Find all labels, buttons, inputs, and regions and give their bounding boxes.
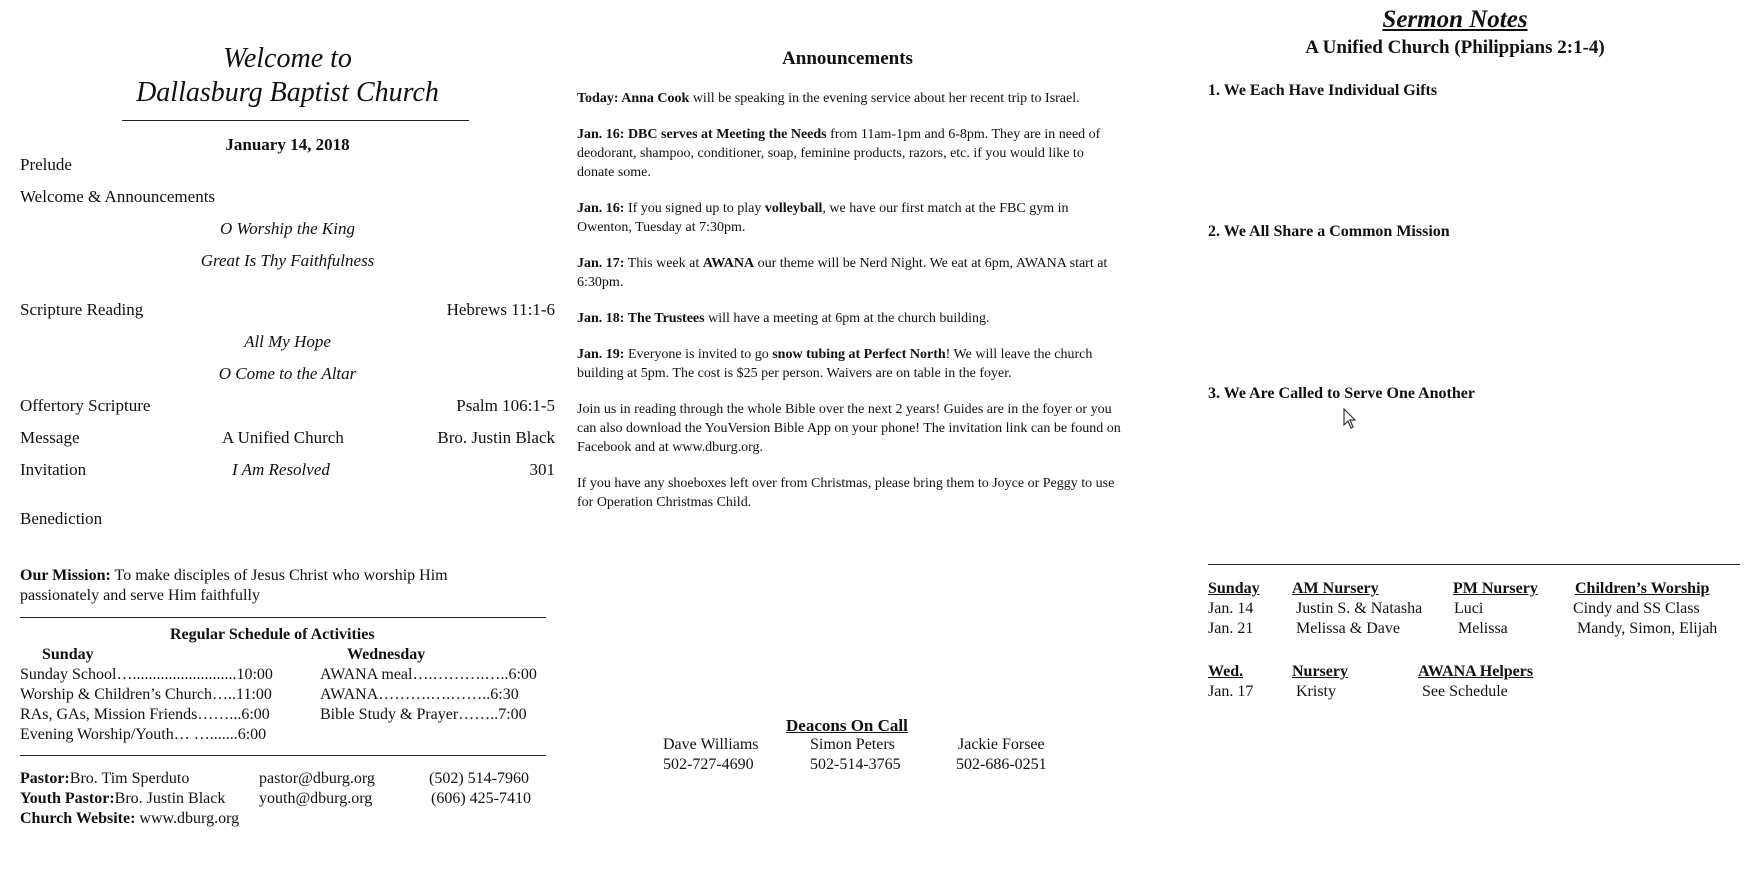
order-message: Message A Unified Church Bro. Justin Black [20,428,555,447]
deacon-name: Dave Williams [663,736,759,753]
nursery-header-sunday: Sunday [1208,580,1260,597]
announcement-item: Join us in reading through the whole Bible over the next 2 years! Guides are in the foyer or you can also download the YouVersion Bible App on your phone! The invitation link can be found on Facebook and at www.dburg.org. [577,402,1121,455]
schedule-wednesday-header: Wednesday [347,646,426,663]
schedule-sunday-item: Sunday School…..........................10:00 [20,666,273,683]
deacon-phone: 502-727-4690 [663,756,754,773]
nursery-wed-date: Jan. 17 [1208,683,1254,700]
nursery-header-am: AM Nursery [1292,580,1379,597]
order-benediction: Benediction [20,509,103,528]
church-website: Church Website: www.dburg.org [20,810,240,827]
pastor-phone: (502) 514-7960 [429,770,529,787]
nursery-am: Melissa & Dave [1296,620,1400,637]
schedule-sunday-item: Worship & Children’s Church…..11:00 [20,686,272,703]
order-prelude: Prelude [20,155,72,174]
youth-pastor-contact: Youth Pastor:Bro. Justin Black [20,790,226,807]
song-2: Great Is Thy Faithfulness [200,251,375,270]
nursery-pm: Melissa [1458,620,1508,637]
deacon-name: Simon Peters [810,736,895,753]
schedule-wednesday-item: Bible Study & Prayer……..7:00 [320,706,527,723]
mission-statement: Our Mission: To make disciples of Jesus Christ who worship Him passionately and serve Him faithfully [20,567,448,604]
schedule-top-divider [20,617,546,618]
sermon-point: 1. We Each Have Individual Gifts [1208,82,1438,99]
pastor-contact: Pastor:Bro. Tim Sperduto [20,770,190,787]
welcome-divider [122,120,469,121]
nursery-children: Cindy and SS Class [1573,600,1700,617]
announcement-item: Jan. 16: DBC serves at Meeting the Needs from 11am-1pm and 6-8pm. They are in need of deodorant, shampoo, conditioner, soap, feminine products, razors, etc. if you would like to donate some. [577,127,1101,180]
nursery-divider [1208,564,1740,565]
schedule-title: Regular Schedule of Activities [170,626,375,643]
youth-email: youth@dburg.org [259,790,373,807]
schedule-sunday-item: RAs, GAs, Mission Friends……...6:00 [20,706,270,723]
song-1: O Worship the King [220,219,355,238]
order-welcome: Welcome & Announcements [20,187,216,206]
schedule-wednesday-item: AWANA meal….……….…..6:00 [320,666,537,683]
deacon-phone: 502-514-3765 [810,756,901,773]
sermon-notes-title: Sermon Notes [1382,6,1528,33]
deacons-title: Deacons On Call [786,716,908,735]
schedule-wednesday-item: AWANA……….….……..6:30 [320,686,519,703]
announcements-title: Announcements [782,48,913,69]
nursery-wed-nursery: Kristy [1296,683,1336,700]
order-invitation: Invitation I Am Resolved 301 [20,460,555,479]
nursery-date: Jan. 14 [1208,600,1254,617]
announcement-item: Jan. 18: The Trustees will have a meeting at 6pm at the church building. [577,311,990,326]
sermon-point: 3. We Are Called to Serve One Another [1208,385,1475,402]
deacon-name: Jackie Forsee [958,736,1045,753]
welcome-title [20,42,555,110]
nursery-header-wed-nursery: Nursery [1292,663,1348,680]
nursery-date: Jan. 21 [1208,620,1254,637]
welcome-line2: Dallasburg Baptist Church [136,77,439,108]
nursery-children: Mandy, Simon, Elijah [1577,620,1718,637]
announcements-list [577,89,1122,529]
deacon-phone: 502-686-0251 [956,756,1047,773]
schedule-bottom-divider [20,755,546,756]
nursery-pm: Luci [1454,600,1484,617]
order-offertory: Offertory Scripture Psalm 106:1-5 [20,396,555,415]
nursery-header-wed: Wed. [1208,663,1244,680]
nursery-header-children: Children’s Worship [1575,580,1710,597]
sermon-subtitle: A Unified Church (Philippians 2:1-4) [1305,37,1605,58]
order-scripture-reading: Scripture Reading Hebrews 11:1-6 [20,300,555,319]
nursery-header-pm: PM Nursery [1453,580,1538,597]
schedule-sunday-item: Evening Worship/Youth… ….......6:00 [20,726,267,743]
song-3: All My Hope [244,332,331,351]
mouse-pointer-icon [1343,408,1357,430]
announcement-item: Jan. 19: Everyone is invited to go snow tubing at Perfect North! We will leave the church building at 5pm. The cost is $25 per person. Waivers are on table in the foyer. [577,347,1093,381]
announcement-item: Jan. 17: This week at AWANA our theme will be Nerd Night. We eat at 6pm, AWANA start at 6:30pm. [577,256,1108,290]
sermon-point: 2. We All Share a Common Mission [1208,223,1450,240]
pastor-email: pastor@dburg.org [259,770,375,787]
bulletin-date: January 14, 2018 [225,135,350,154]
nursery-header-awana: AWANA Helpers [1418,663,1534,680]
announcement-item: Jan. 16: If you signed up to play volleyball, we have our first match at the FBC gym in Owenton, Tuesday at 7:30pm. [577,201,1069,235]
welcome-line1: Welcome to [223,43,352,74]
nursery-am: Justin S. & Natasha [1296,600,1423,617]
nursery-wed-awana: See Schedule [1422,683,1508,700]
announcement-item: If you have any shoeboxes left over from Christmas, please bring them to Joyce or Peggy to use for Operation Christmas Child. [577,476,1115,510]
schedule-sunday-header: Sunday [42,646,94,663]
youth-phone: (606) 425-7410 [431,790,531,807]
announcement-item: Today: Anna Cook will be speaking in the evening service about her recent trip to Israel. [577,91,1080,106]
song-4: O Come to the Altar [218,364,357,383]
